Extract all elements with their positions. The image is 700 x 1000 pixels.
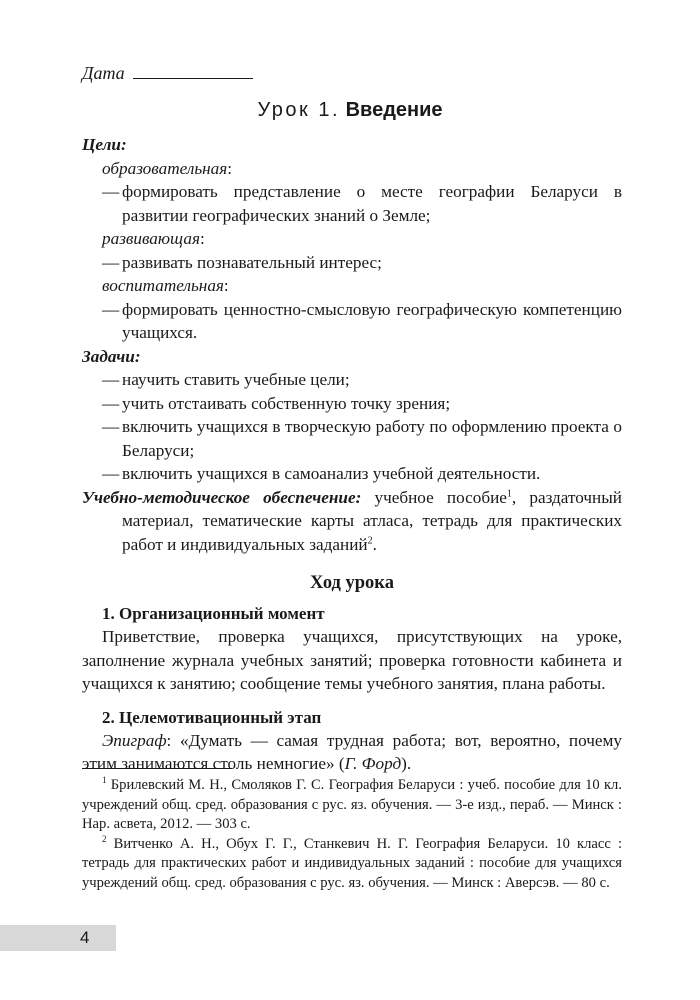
- lesson-title: [0, 99, 700, 122]
- task-item: — учить отстаивать собственную точку зрения;: [102, 393, 451, 413]
- goal-item: — формировать ценностно-смысловую географическую компетенцию учащихся.: [102, 299, 622, 342]
- section-heading: 2. Целемотивационный этап: [102, 707, 322, 727]
- goal-item: — развивать познавательный интерес;: [102, 252, 382, 272]
- epigraph: Эпиграф: «Думать — самая трудная работа; вот, вероятно, почему этим занимаются столь немногие» (Г. Форд).: [82, 730, 622, 773]
- lesson-number: Урок 1.: [257, 99, 341, 121]
- date-label: Дата: [82, 63, 125, 83]
- goal-item: — формировать представление о месте географии Беларуси в развитии географических знаний о Земле;: [102, 182, 622, 225]
- tasks-heading: Задачи:: [82, 346, 141, 366]
- lesson-body: [82, 133, 622, 776]
- footnote-separator: [82, 768, 232, 769]
- goal-type-upbringing: воспитательная:: [102, 276, 229, 295]
- page-number-tab: [0, 925, 116, 951]
- goals-heading: Цели:: [82, 135, 127, 154]
- task-item: — включить учащихся в самоанализ учебной деятельности.: [102, 464, 541, 483]
- methodical-support: Учебно-методическое обеспечение: учебное пособие$^1$, раздаточный материал, тематические карты атласа, тетрадь для практических работ и индивидуальных заданий$^2$.: [82, 487, 622, 554]
- section-heading: 1. Организационный момент: [102, 604, 325, 623]
- page-number: 4: [80, 928, 90, 947]
- task-item: — включить учащихся в творческую работу по оформлению проекта о Беларуси;: [102, 417, 622, 460]
- goal-type-developing: развивающая:: [102, 229, 205, 248]
- course-heading: Ход урока: [310, 573, 394, 593]
- goal-type-educational: образовательная:: [102, 158, 233, 178]
- footnote: $^2$ Витченко А. Н., Обух Г. Г., Станкевич Н. Г. География Беларуси. 10 класс : тетрадь для практических работ и индивидуальных заданий : пособие для учащихся учреждений общ. сред. образования с рус. яз. обучения. — Минск : Аверсэв. — 80 с.: [82, 833, 622, 891]
- date-field: [82, 62, 622, 84]
- lesson-name: Введение: [345, 99, 443, 121]
- footnote-ref: 2: [367, 534, 373, 546]
- task-item: — научить ставить учебные цели;: [102, 370, 350, 389]
- footnotes: [82, 776, 622, 893]
- footnote: $^1$ Брилевский М. Н., Смоляков Г. С. География Беларуси : учеб. пособие для 10 кл. учреждений общ. сред. образования с рус. яз. обучения. — 3-е изд., пераб. — Минск : Нар. асвета, 2012. — 303 с.: [82, 775, 622, 832]
- date-blank-line: [133, 62, 253, 79]
- footnote-ref: 1: [506, 487, 512, 499]
- section-text: Приветствие, проверка учащихся, присутствующих на уроке, заполнение журнала учебных занятий; проверка готовности кабинета и учащихся к занятию; сообщение темы учебного занятия, плана работы.: [82, 627, 622, 693]
